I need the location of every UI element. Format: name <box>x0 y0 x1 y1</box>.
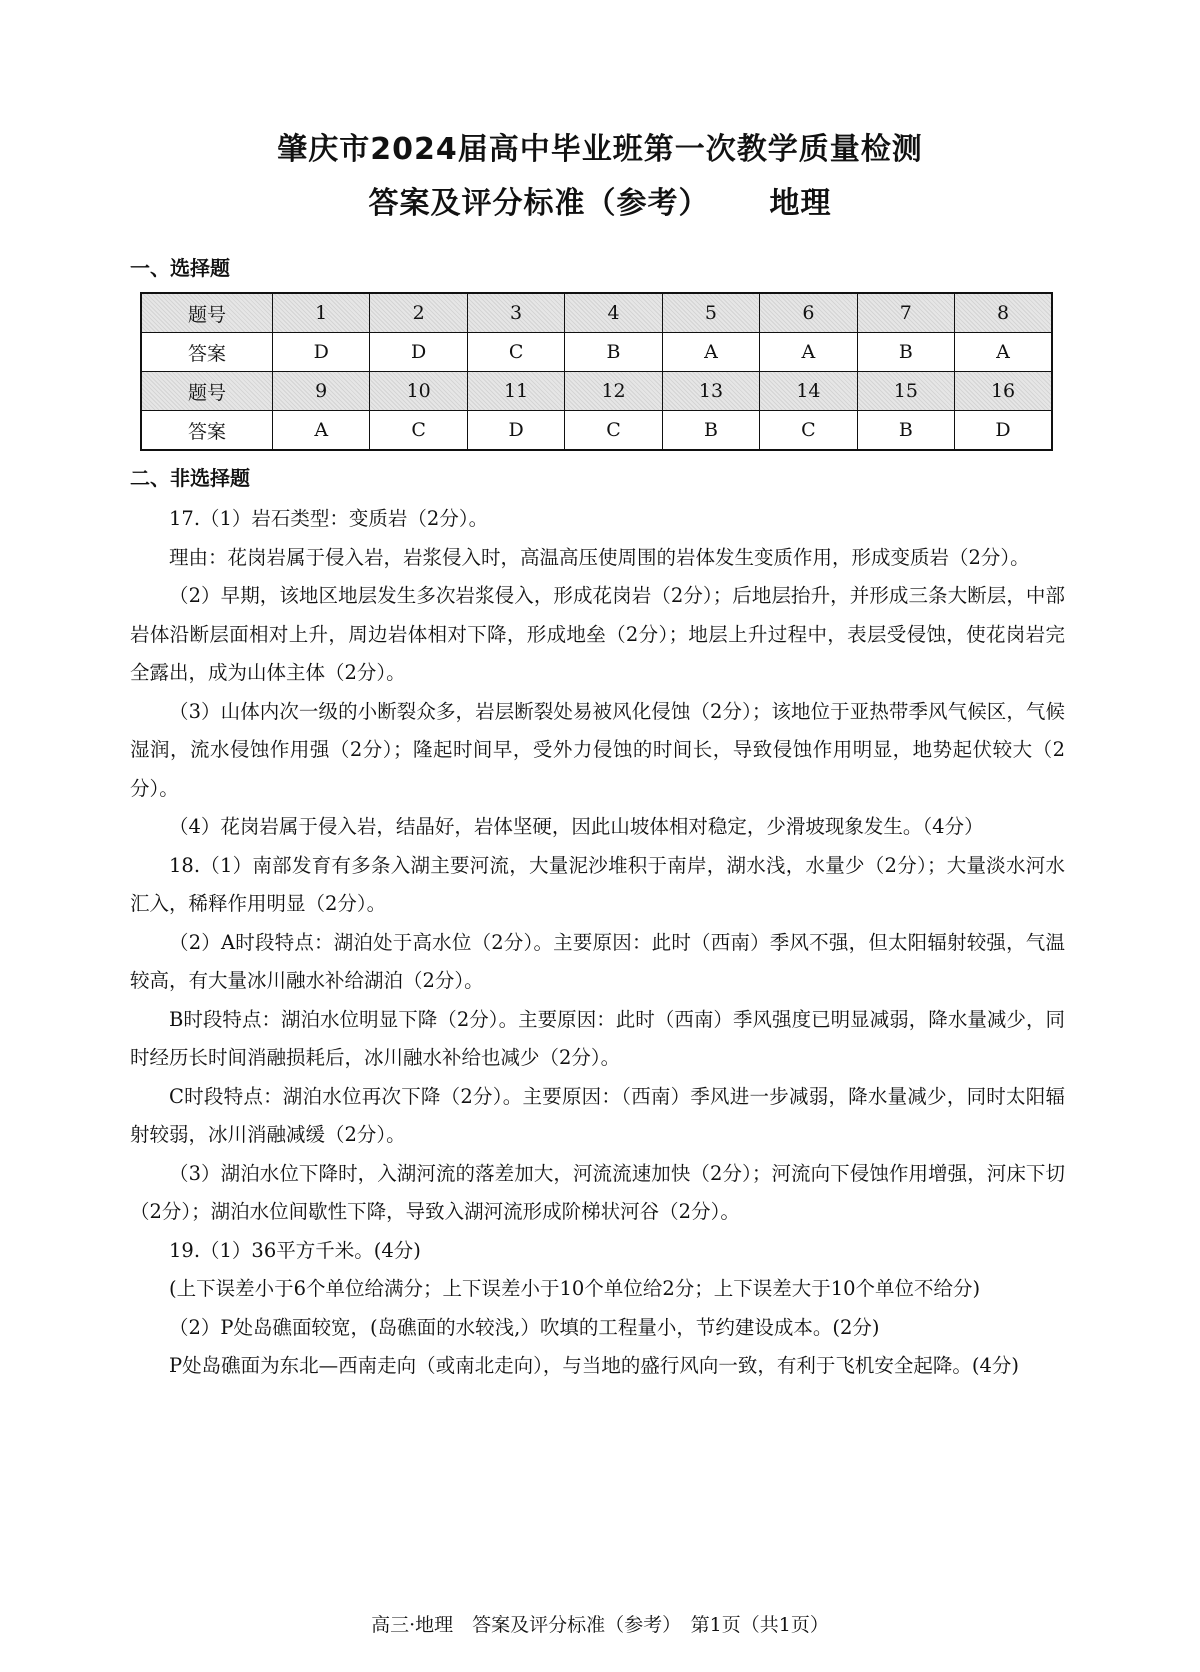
question-number: 10 <box>370 372 467 411</box>
answer-paragraph: （4）花岗岩属于侵入岩，结晶好，岩体坚硬，因此山坡体相对稳定，少滑坡现象发生。（4分） <box>169 815 984 838</box>
answer-cell: D <box>955 411 1052 451</box>
answer-cell: C <box>565 411 662 451</box>
question-number: 8 <box>955 293 1052 333</box>
row-label: 题号 <box>141 293 273 333</box>
page-footer: 高三·地理 答案及评分标准（参考） 第1页（共1页） <box>371 1614 829 1636</box>
question-number: 14 <box>760 372 857 411</box>
table-row <box>141 411 1052 451</box>
question-number: 3 <box>467 293 564 333</box>
row-label: 题号 <box>141 372 273 411</box>
answer-cell: D <box>467 411 564 451</box>
table-row <box>141 372 1052 411</box>
question-number: 12 <box>565 372 662 411</box>
answer-cell: A <box>662 333 759 372</box>
question-number: 11 <box>467 372 564 411</box>
section-heading-choice: 一、选择题 <box>130 256 230 280</box>
answer-cell: C <box>370 411 467 451</box>
subtitle-main: 答案及评分标准（参考） <box>368 186 710 221</box>
answer-cell: B <box>662 411 759 451</box>
answer-paragraph: (上下误差小于6个单位给满分；上下误差小于10个单位给2分；上下误差大于10个单位不给分) <box>169 1277 981 1300</box>
question-number: 15 <box>857 372 954 411</box>
answer-cell: A <box>760 333 857 372</box>
question-number: 16 <box>955 372 1052 411</box>
answer-paragraph: （2）P处岛礁面较宽，(岛礁面的水较浅,）吹填的工程量小，节约建设成本。(2分) <box>169 1315 880 1339</box>
answer-body <box>130 500 1065 1386</box>
answer-paragraph: （2）A时段特点：湖泊处于高水位（2分）。主要原因：此时（西南）季风不强，但太阳辐射较强，气温较高，有大量冰川融水补给湖泊（2分）。 <box>130 930 1065 992</box>
answer-paragraph: 18.（1）南部发育有多条入湖主要河流，大量泥沙堆积于南岸，湖水浅，水量少（2分）；大量淡水河水汇入，稀释作用明显（2分）。 <box>130 853 1065 915</box>
answer-table <box>140 292 1053 451</box>
answer-paragraph: （3）湖泊水位下降时，入湖河流的落差加大，河流流速加快（2分）；河流向下侵蚀作用增强，河床下切（2分）；湖泊水位间歇性下降，导致入湖河流形成阶梯状河谷（2分）。 <box>130 1161 1065 1223</box>
answer-cell: B <box>857 333 954 372</box>
answer-cell: D <box>273 333 370 372</box>
table-row <box>141 333 1052 372</box>
subtitle-subject: 地理 <box>769 186 832 221</box>
answer-cell: C <box>760 411 857 451</box>
row-label: 答案 <box>141 411 273 451</box>
section-heading-nonchoice: 二、非选择题 <box>130 466 250 490</box>
answer-cell: B <box>565 333 662 372</box>
question-number: 7 <box>857 293 954 333</box>
answer-paragraph: （3）山体内次一级的小断裂众多，岩层断裂处易被风化侵蚀（2分）；该地位于亚热带季风气候区，气候湿润，流水侵蚀作用强（2分）；隆起时间早，受外力侵蚀的时间长，导致侵蚀作用明显，地势起伏较大（2分）。 <box>130 699 1065 800</box>
page-title: 肇庆市2024届高中毕业班第一次教学质量检测 <box>277 132 923 167</box>
question-number: 13 <box>662 372 759 411</box>
question-number: 4 <box>565 293 662 333</box>
question-number: 2 <box>370 293 467 333</box>
answer-paragraph: C时段特点：湖泊水位再次下降（2分）。主要原因：（西南）季风进一步减弱，降水量减少，同时太阳辐射较弱，冰川消融减缓（2分）。 <box>130 1084 1065 1146</box>
table-row <box>141 293 1052 333</box>
answer-paragraph: 19.（1）36平方千米。(4分) <box>169 1238 421 1262</box>
answer-cell: A <box>955 333 1052 372</box>
page-subtitle <box>0 178 1200 222</box>
question-number: 1 <box>273 293 370 333</box>
answer-paragraph: 17.（1）岩石类型：变质岩（2分）。 <box>169 507 489 530</box>
answer-paragraph: （2）早期，该地区地层发生多次岩浆侵入，形成花岗岩（2分）；后地层抬升，并形成三条大断层，中部岩体沿断层面相对上升，周边岩体相对下降，形成地垒（2分）；地层上升过程中，表层受侵蚀，使花岗岩完全露出，成为山体主体（2分）。 <box>130 584 1065 684</box>
answer-cell: A <box>273 411 370 451</box>
row-label: 答案 <box>141 333 273 372</box>
question-number: 9 <box>273 372 370 411</box>
answer-cell: C <box>467 333 564 372</box>
answer-paragraph: P处岛礁面为东北—西南走向（或南北走向），与当地的盛行风向一致，有利于飞机安全起降。(4分) <box>169 1354 1019 1377</box>
answer-cell: D <box>370 333 467 372</box>
answer-paragraph: 理由：花岗岩属于侵入岩，岩浆侵入时，高温高压使周围的岩体发生变质作用，形成变质岩（2分）。 <box>169 545 1030 569</box>
question-number: 5 <box>662 293 759 333</box>
question-number: 6 <box>760 293 857 333</box>
answer-paragraph: B时段特点：湖泊水位明显下降（2分）。主要原因：此时（西南）季风强度已明显减弱，降水量减少，同时经历长时间消融损耗后，冰川融水补给也减少（2分）。 <box>130 1007 1065 1069</box>
answer-cell: B <box>857 411 954 451</box>
